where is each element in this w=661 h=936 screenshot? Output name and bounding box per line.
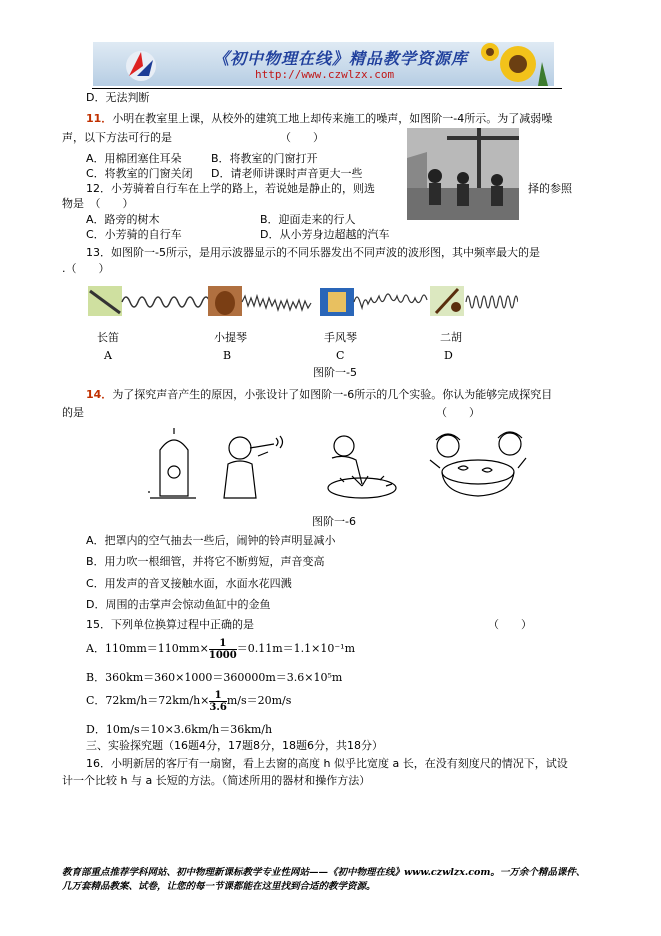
- header-title: 《初中物理在线》精品教学资源库: [213, 49, 469, 68]
- q12-line1b: 择的参照: [528, 182, 572, 195]
- section3-heading: 三、实验探究题（16题4分，17题8分，18题6分，共18分）: [86, 739, 383, 752]
- instrument-label-b: 小提琴: [214, 331, 247, 344]
- q11-number: 11．: [86, 112, 113, 125]
- q14-option-d: D．周围的击掌声会惊动鱼缸中的金鱼: [86, 598, 271, 611]
- instrument-letter-a: A: [104, 349, 112, 362]
- q15-option-a-denominator: 1000: [208, 649, 237, 661]
- q14-number: 14．: [86, 388, 113, 401]
- bell-jar-icon: [148, 428, 196, 498]
- q11-option-c: C．将教室的门窗关闭: [86, 167, 193, 180]
- q15-option-a-numerator: 1: [209, 638, 237, 650]
- q11-paren: （ ）: [280, 131, 324, 144]
- q14-option-a: A．把罩内的空气抽去一些后，闹钟的铃声明显减小: [86, 534, 336, 547]
- instrument-letter-b: B: [223, 349, 232, 362]
- instrument-label-a: 长笛: [97, 331, 119, 344]
- q15-option-c-pre: C．72km/h＝72km/h×: [86, 694, 210, 707]
- q12-line2: 物是 （ ）: [62, 197, 134, 210]
- q14-text1: 为了探究声音产生的原因，小张设计了如图阶一-6所示的几个实验。你认为能够完成探究目: [112, 388, 553, 401]
- q14-paren: （ ）: [436, 406, 480, 419]
- instrument-letter-d: D: [444, 349, 453, 362]
- q15-option-c-numerator: 1: [209, 690, 226, 702]
- children-fish-tank-icon: [430, 432, 526, 496]
- q10-option-d: D．无法判断: [86, 91, 150, 104]
- tuning-fork-water-icon: [328, 436, 396, 498]
- figure-5-caption: 图阶一-5: [313, 366, 357, 379]
- q15-option-d: D．10m/s＝10×3.6km/h＝36km/h: [86, 723, 273, 736]
- q15-option-c-fraction: [209, 690, 226, 713]
- construction-site-photo: [407, 128, 519, 220]
- q11-line1: [86, 112, 552, 126]
- q15-option-b: B．360km＝360×1000＝360000m＝3.6×10⁵m: [86, 671, 343, 684]
- waveform-c: [354, 294, 427, 308]
- q12-option-d: D．从小芳身边超越的汽车: [260, 228, 390, 241]
- q16-line1: 16．小明新居的客厅有一扇窗，看上去窗的高度 h 似乎比宽度 a 长，在没有刻度尺的情况下，试设: [86, 757, 568, 770]
- q15-option-c-post: m/s＝20m/s: [226, 694, 292, 707]
- waveform-figure: [88, 283, 518, 321]
- q12-option-a: A．路旁的树木: [86, 213, 160, 226]
- q13-line2: .（ ）: [62, 262, 110, 275]
- q15-paren: （ ）: [488, 618, 532, 631]
- q16-line2: 计一个比较 h 与 a 长短的方法。（简述所用的器材和操作方法）: [62, 774, 371, 787]
- figure-6-caption: 图阶一-6: [312, 515, 356, 528]
- q13-line1: 13．如图阶一-5所示，是用示波器显示的不同乐器发出不同声波的波形图，其中频率最大的是: [86, 246, 540, 259]
- q15-option-a: [86, 636, 355, 662]
- person-blowing-straw-icon: [224, 436, 283, 498]
- header-url[interactable]: http://www.czwlzx.com: [255, 68, 395, 81]
- q11-option-d: D．请老师讲课时声音更大一些: [211, 167, 363, 180]
- q12-line1a: 12．小芳骑着自行车在上学的路上，若说她是静止的，则选: [86, 182, 375, 195]
- q15-option-a-fraction: [209, 638, 237, 661]
- q14-option-c: C．用发声的音叉接触水面，水面水花四溅: [86, 577, 292, 590]
- q12-option-b: B．迎面走来的行人: [260, 213, 356, 226]
- header-rule: [92, 88, 562, 89]
- q15-option-c-denominator: 3.6: [209, 701, 227, 713]
- header-banner: [93, 42, 554, 86]
- site-logo-icon: [123, 46, 159, 82]
- q15-line1: 15．下列单位换算过程中正确的是: [86, 618, 254, 631]
- q11-text1: 小明在教室里上课，从校外的建筑工地上却传来施工的噪声，如图阶一-4所示。为了减弱噪: [112, 112, 553, 125]
- q14-line1: [86, 388, 552, 402]
- q15-option-a-pre: A．110mm＝110mm×: [86, 642, 209, 655]
- q11-line2: 声，以下方法可行的是: [62, 131, 172, 144]
- q11-option-a: A．用棉团塞住耳朵: [86, 152, 182, 165]
- experiment-figure: [148, 428, 544, 504]
- q14-option-b: B．用力吹一根细管，并将它不断剪短，声音变高: [86, 555, 325, 568]
- sunflower-image: [478, 42, 554, 86]
- q11-option-b: B．将教室的门窗打开: [211, 152, 318, 165]
- erhu-icon: [430, 286, 464, 316]
- instrument-label-d: 二胡: [440, 331, 462, 344]
- footer-line2: 几万套精品教案、试卷，让您的每一节课都能在这里找到合适的教学资源。: [62, 881, 376, 892]
- accordion-icon: [320, 288, 354, 316]
- instrument-label-c: 手风琴: [324, 331, 357, 344]
- waveform-b: [242, 296, 311, 310]
- instrument-letter-c: C: [336, 349, 345, 362]
- footer-line1: 教育部重点推荐学科网站、初中物理新课标教学专业性网站——《初中物理在线》www.czwlzx.com。一万余个精品课件、: [62, 867, 586, 878]
- q12-option-c: C．小芳骑的自行车: [86, 228, 182, 241]
- waveform-d: [466, 296, 518, 308]
- q14-line2: 的是: [62, 406, 84, 419]
- violin-icon: [208, 286, 242, 316]
- flute-icon: [88, 286, 122, 316]
- q15-option-c: [86, 688, 291, 714]
- q15-option-a-post: ＝0.11m＝1.1×10⁻¹m: [236, 642, 355, 655]
